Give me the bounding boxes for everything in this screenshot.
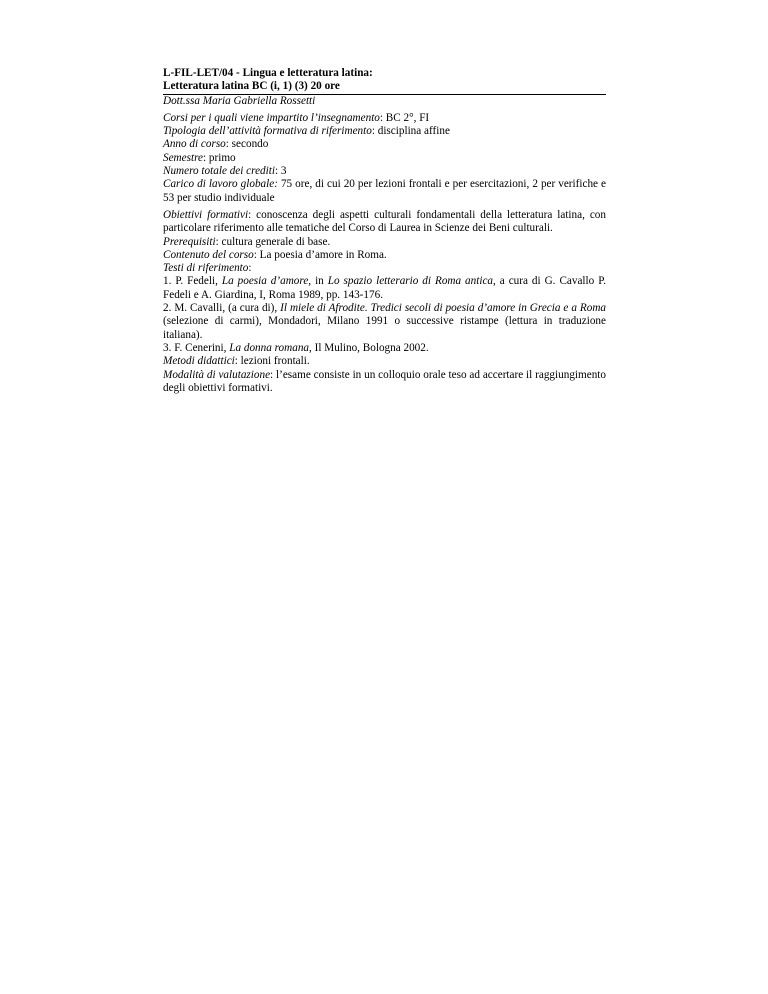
course-description — [163, 67, 606, 395]
ref1-author: 1. P. Fedeli, — [163, 275, 222, 288]
ref2-title: Il miele di Afrodite. Tredici secoli di poesia d’amore in Grecia e a Roma — [280, 302, 606, 315]
teacher-name: Dott.ssa Maria Gabriella Rossetti — [163, 94, 606, 108]
tipologia-value: : disciplina affine — [371, 125, 450, 138]
carico-value: 75 ore, di cui 20 per lezioni frontali e per esercitazioni, 2 per verifiche e 53 per studio individuale — [163, 178, 606, 204]
testi-colon: : — [248, 262, 252, 275]
ref1-rest: , a cura di G. Cavallo P. Fedeli e A. Giardina, I, Roma 1989, pp. 143-176. — [163, 275, 606, 301]
ref2-rest: (selezione di carmi), Mondadori, Milano 1991 o successive ristampe (lettura in traduzione italiana). — [163, 315, 606, 341]
info-block — [163, 112, 606, 205]
obiettivi-value: : conoscenza degli aspetti culturali fondamentali della letteratura latina, con particolare riferimento alle tematiche del Corso di Laurea in Scienze dei Beni culturali. — [163, 208, 606, 235]
anno-value: : secondo — [225, 138, 269, 151]
anno-label: Anno di corso — [163, 138, 226, 151]
metodi-label: Metodi didattici — [163, 355, 235, 368]
reference-1 — [163, 275, 606, 302]
modalita-label: Modalità di valutazione — [163, 368, 271, 381]
testi-label: Testi di riferimento — [163, 262, 249, 275]
contenuto-value: : La poesia d’amore in Roma. — [253, 248, 387, 261]
tipologia-line — [163, 125, 606, 138]
contenuto-line — [163, 249, 606, 262]
anno-line — [163, 138, 606, 151]
corsi-value: : BC 2°, FI — [379, 111, 430, 124]
testi-line — [163, 262, 606, 275]
corsi-line — [163, 112, 606, 125]
carico-line — [163, 178, 606, 205]
crediti-label: Numero totale dei crediti — [163, 165, 275, 178]
contenuto-label: Contenuto del corso — [163, 248, 254, 261]
metodi-line — [163, 355, 606, 368]
corsi-label: Corsi per i quali viene impartito l’insegnamento — [163, 111, 380, 124]
course-code-heading: L-FIL-LET/04 - Lingua e letteratura latina: — [163, 67, 373, 79]
prerequisiti-value: : cultura generale di base. — [215, 235, 331, 248]
crediti-line — [163, 165, 606, 178]
ref3-author: 3. F. Cenerini, — [163, 341, 230, 354]
obiettivi-label: Obiettivi formativi — [163, 208, 249, 221]
ref3-title: La donna romana — [229, 341, 310, 354]
ref3-rest: , Il Mulino, Bologna 2002. — [309, 341, 429, 354]
prerequisiti-label: Prerequisiti — [163, 235, 216, 248]
modalita-paragraph — [163, 369, 606, 396]
carico-label: Carico di lavoro globale: — [163, 178, 278, 191]
semestre-value: : primo — [202, 151, 236, 164]
semestre-line — [163, 152, 606, 165]
ref1-book: Lo spazio letterario di Roma antica — [327, 275, 494, 288]
ref2-author: 2. M. Cavalli, (a cura di), — [163, 302, 281, 315]
reference-2 — [163, 302, 606, 342]
metodi-value: : lezioni frontali. — [234, 355, 310, 368]
ref1-in: , in — [308, 275, 328, 288]
semestre-label: Semestre — [163, 151, 203, 164]
prerequisiti-line — [163, 236, 606, 249]
crediti-value: : 3 — [274, 165, 287, 178]
details-block — [163, 209, 606, 395]
obiettivi-paragraph — [163, 209, 606, 236]
modalita-value: : l’esame consiste in un colloquio orale teso ad accertare il raggiungimento degli obiettivi formativi. — [163, 368, 606, 394]
ref1-title: La poesia d’amore — [221, 275, 309, 288]
course-title-heading: Letteratura latina BC (i, 1) (3) 20 ore — [163, 80, 340, 93]
tipologia-label: Tipologia dell’attività formativa di riferimento — [163, 125, 372, 138]
reference-3 — [163, 342, 606, 355]
